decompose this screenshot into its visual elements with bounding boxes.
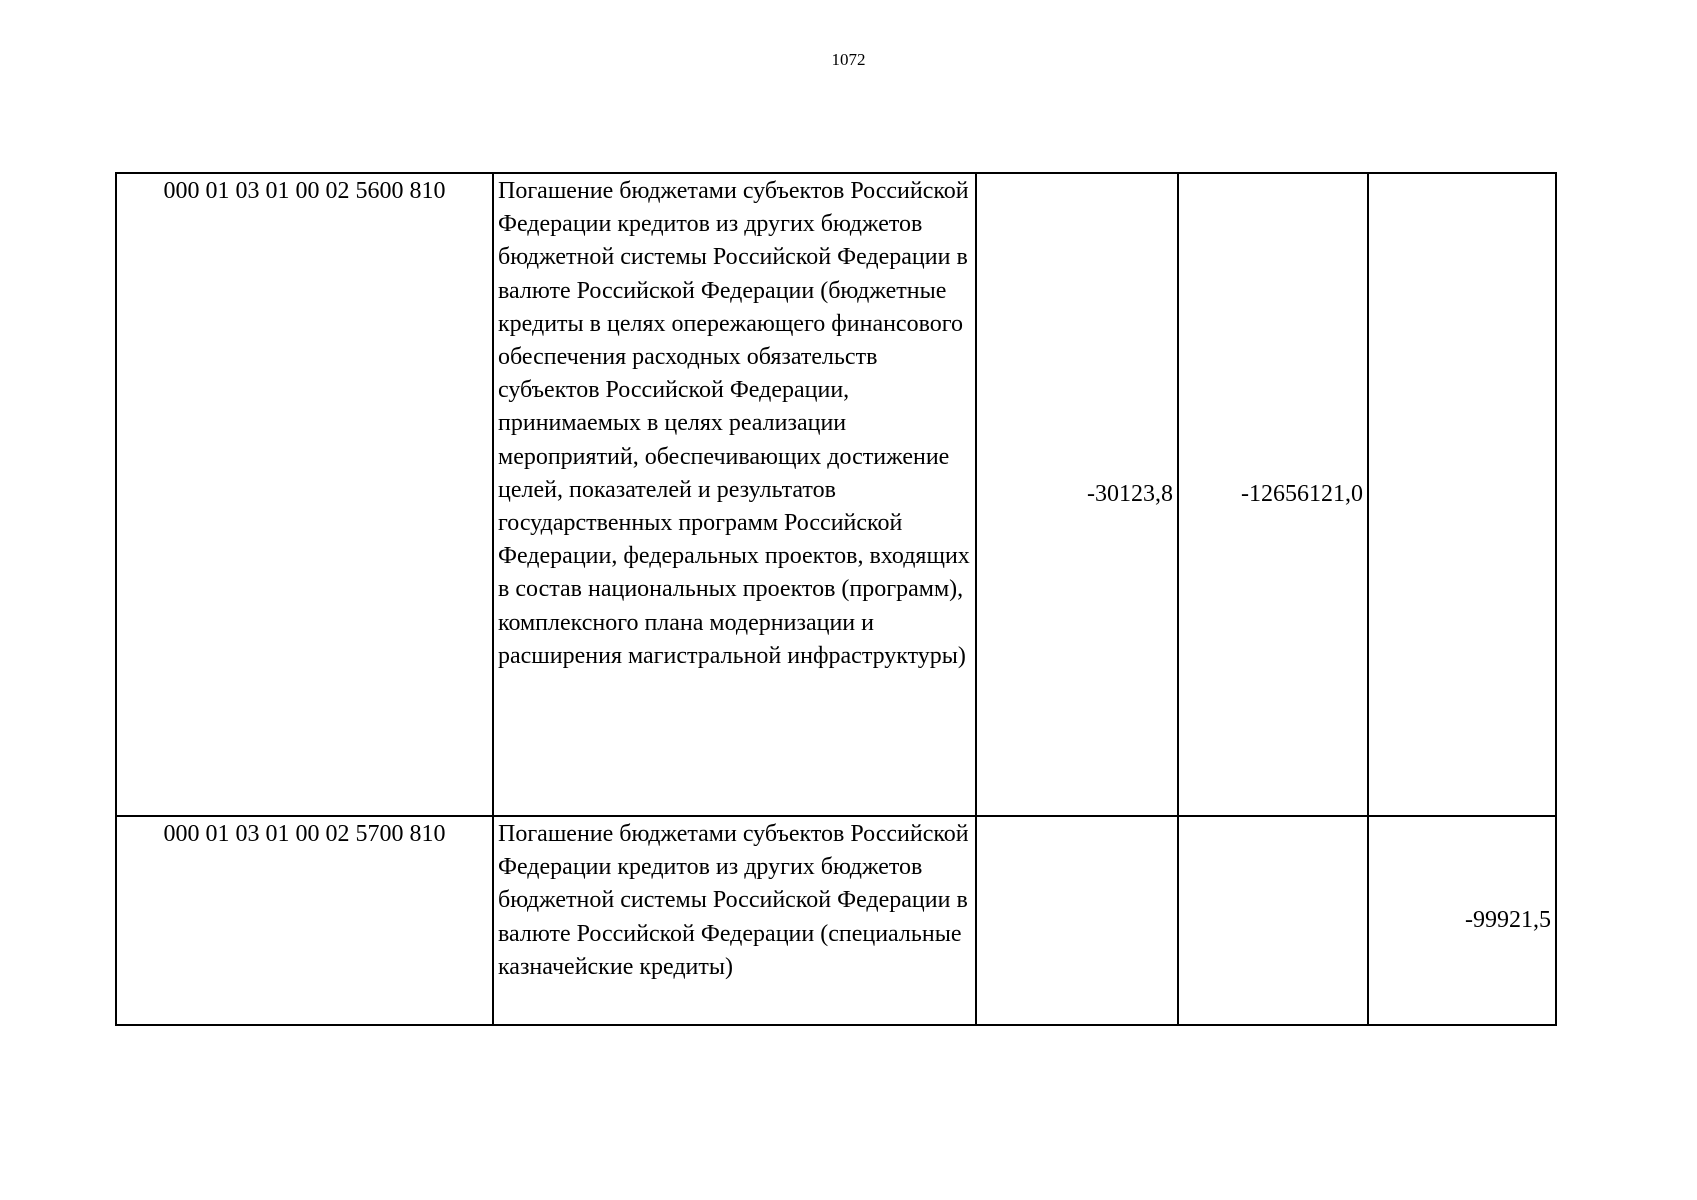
value-cell-3: -99921,5 xyxy=(1368,816,1556,1025)
value-cell-1 xyxy=(976,816,1178,1025)
value-cell-2 xyxy=(1178,816,1368,1025)
description-cell: Погашение бюджетами субъектов Российской Федерации кредитов из других бюджетов бюджетной системы Российской Федерации в валюте Российской Федерации (бюджетные кредиты в целях опережающего финансового обеспечения расходных обязательств субъектов Российской Федерации, принимаемых в целях реализации мероприятий, обеспечивающих достижение целей, показателей и результатов государственных программ Российской Федерации, федеральных проектов, входящих в состав национальных проектов (программ), комплексного плана модернизации и расширения магистральной инфраструктуры) xyxy=(493,173,976,816)
description-cell: Погашение бюджетами субъектов Российской Федерации кредитов из других бюджетов бюджетной системы Российской Федерации в валюте Российской Федерации (специальные казначейские кредиты) xyxy=(493,816,976,1025)
budget-code-cell: 000 01 03 01 00 02 5700 810 xyxy=(116,816,493,1025)
value-cell-2: -12656121,0 xyxy=(1178,173,1368,816)
table-row xyxy=(116,816,1556,1025)
table-row xyxy=(116,173,1556,816)
page-number: 1072 xyxy=(831,50,866,69)
budget-table xyxy=(115,172,1557,1026)
value-cell-3 xyxy=(1368,173,1556,816)
budget-code-cell: 000 01 03 01 00 02 5600 810 xyxy=(116,173,493,816)
value-cell-1: -30123,8 xyxy=(976,173,1178,816)
